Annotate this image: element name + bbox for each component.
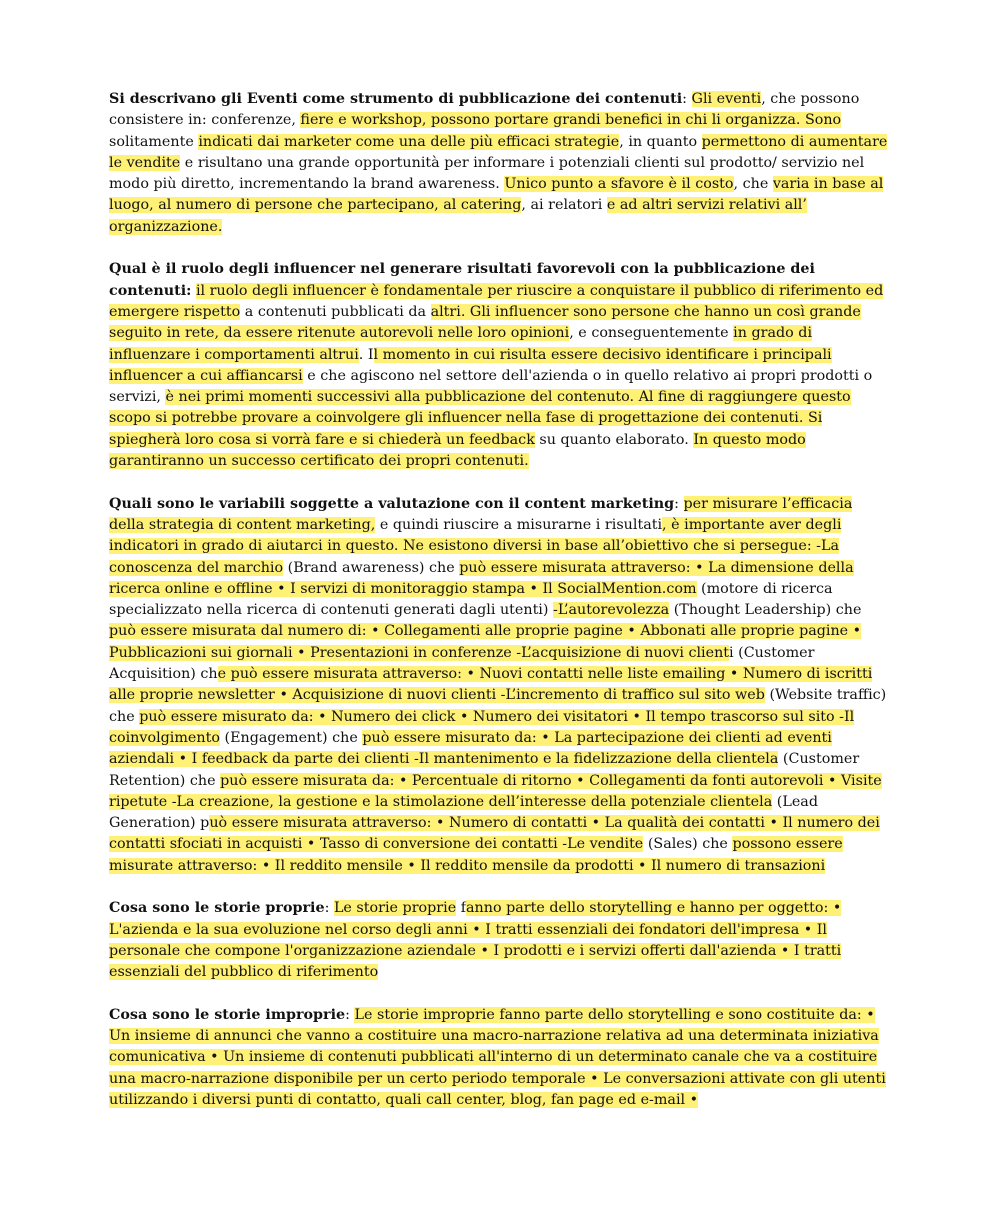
highlighted-text: anno parte dello storytelling e hanno per oggetto: • L'azienda e la sua evoluzione nel corso degli anni • I tratti essenziali dei fondatori dell'impresa • Il personale che compone l'organizzazione aziendale • I prodotti e i servizi offerti dall'azienda • I tratti essenziali del pubblico di riferimento: [109, 900, 842, 981]
paragraph-heading: Quali sono le variabili soggette a valutazione con il content marketing: [109, 495, 675, 512]
highlighted-text: è nei primi momenti successivi alla pubblicazione del contenuto. Al fine di raggiungere questo scopo si potrebbe provare a coinvolgere gli influencer nella fase di progettazione dei contenuti. Si spiegherà loro cosa si vorrà fare e si chiederà un feedback: [109, 389, 851, 448]
highlighted-text: Le storie improprie fanno parte dello storytelling e sono costituite da: • Un insieme di annunci che vanno a costituire una macro-narrazione relativa ad una determinata iniziativa comunicativa • Un insieme di contenuti pubblicati all'interno di un determinato canale che va a costituire una macro-narrazione disponibile per un certo periodo temporale • Le conversazioni attivate con gli utenti utilizzando i diversi punti di contatto, quali call center, blog, fan page ed e-mail •: [109, 1006, 886, 1108]
highlighted-text: in grado di influenzare i comportamenti altrui: [109, 325, 813, 363]
highlighted-text: e può essere misurata attraverso: • Nuovi contatti nelle liste emailing • Numero di iscritti alle proprie newsletter • Acquisizione di nuovi clienti -L’incremento di traffico sul sito web: [109, 666, 873, 704]
body-text: (Customer Retention) che: [109, 751, 860, 789]
body-text: (Brand awareness) che: [283, 559, 460, 576]
body-text: :: [324, 900, 334, 917]
paragraph-storie-improprie: [109, 1005, 889, 1111]
paragraph-heading: Cosa sono le storie proprie: [109, 900, 325, 917]
body-text: , che possono consistere in: conferenze,: [109, 91, 860, 129]
body-text: (Lead Generation) p: [109, 793, 818, 832]
body-text: su quanto elaborato.: [534, 431, 694, 448]
body-text: :: [682, 91, 692, 107]
highlighted-text: In questo modo garantiranno un successo certificato dei propri contenuti.: [109, 431, 806, 470]
highlighted-text: può essere misurato da: • La partecipazione dei clienti ad eventi aziendali • I feedback da parte dei clienti -Il mantenimento e la fidelizzazione della clientela: [109, 729, 832, 768]
highlighted-text: uò essere misurata attraverso: • Numero di contatti • La qualità dei contatti • Il numero dei contatti sfociati in acquisti • Tasso di conversione dei contatti -Le vendite: [109, 815, 880, 853]
body-text: e quindi riuscire a misurarne i risultati: [375, 516, 663, 533]
paragraph-variabili-content-marketing: [109, 494, 889, 877]
body-text: (Sales) che: [643, 836, 733, 853]
highlighted-text: può essere misurata attraverso: • La dimensione della ricerca online e offline • I servizi di monitoraggio stampa • Il SocialMention.com: [109, 559, 854, 597]
highlighted-text: altri. Gli influencer sono persone che hanno un così grande seguito in rete, da essere ritenute autorevoli nelle loro opinioni: [109, 303, 861, 342]
body-text: (Thought Leadership) che: [669, 602, 862, 619]
paragraph-heading: Cosa sono le storie improprie: [109, 1006, 346, 1023]
body-text: e risultano una grande opportunità per informare i potenziali clienti sul prodotto/ servizio nel modo più diretto, incrementando la brand awareness.: [109, 154, 865, 193]
body-text: , e conseguentemente: [569, 325, 734, 342]
body-text: e che agiscono nel settore dell'azienda o in quello relativo ai propri prodotti o servizi,: [109, 367, 873, 406]
highlighted-text: permettono di aumentare le vendite: [109, 133, 888, 171]
body-text: i (Customer Acquisition) ch: [109, 644, 815, 683]
highlighted-text: il ruolo degli influencer è fondamentale per riuscire a conquistare il pubblico di riferimento ed emergere rispetto: [109, 282, 884, 320]
paragraph-heading: Si descrivano gli Eventi come strumento di pubblicazione dei contenuti: [109, 91, 683, 107]
paragraph-heading: Qual è il ruolo degli influencer nel generare risultati favorevoli con la pubblicazione dei contenuti:: [109, 261, 815, 299]
body-text: (Engagement) che: [219, 729, 363, 746]
body-text: f: [456, 900, 466, 917]
body-text: solitamente: [109, 133, 199, 150]
paragraph-storie-proprie: [109, 898, 889, 983]
body-text: , in quanto: [619, 133, 702, 150]
body-text: :: [345, 1006, 355, 1023]
highlighted-text: possono essere misurate attraverso: • Il reddito mensile • Il reddito mensile da prodotti • Il numero di transazioni: [109, 836, 843, 874]
highlighted-text: per misurare l’efficacia della strategia di content marketing,: [109, 495, 853, 533]
highlighted-text: indicati dai marketer come una delle più efficaci strategie: [198, 133, 620, 150]
highlighted-text: e ad altri servizi relativi all’ organizzazione.: [109, 197, 807, 235]
highlighted-text: , è importante aver degli indicatori in grado di aiutarci in questo. Ne esistono diversi in base all’obiettivo che si persegue: -La conoscenza del marchio: [109, 516, 842, 576]
body-text: a contenuti pubblicati da: [240, 303, 431, 320]
paragraph-eventi: [109, 89, 889, 238]
document-page: [109, 89, 889, 1133]
body-text: , che: [733, 176, 773, 193]
highlighted-text: Unico punto a sfavore è il costo: [504, 176, 734, 193]
highlighted-text: Gli eventi: [691, 91, 762, 107]
body-text: , ai relatori: [521, 197, 607, 214]
highlighted-text: Le storie proprie: [333, 900, 457, 917]
highlighted-text: può essere misurata da: • Percentuale di ritorno • Collegamenti da fonti autorevoli • Visite ripetute -La creazione, la gestione e la stimolazione dell’interesse della potenziale clientela: [109, 772, 882, 810]
body-text: (motore di ricerca specializzato nella ricerca di contenuti generati dagli utenti): [109, 580, 833, 619]
highlighted-text: può essere misurata dal numero di: • Collegamenti alle proprie pagine • Abbonati alle proprie pagine • Pubblicazioni sui giornali • Presentazioni in conferenze -L’acquisizione di nuovi client: [109, 623, 862, 661]
body-text: :: [674, 495, 684, 512]
highlighted-text: fiere e workshop, possono portare grandi benefici in chi li organizza. Sono: [300, 112, 842, 129]
highlighted-text: -L’autorevolezza: [553, 602, 670, 619]
paragraph-influencer: [109, 259, 889, 472]
highlighted-text: l momento in cui risulta essere decisivo identificare i principali influencer a cui affiancarsi: [109, 346, 832, 384]
highlighted-text: può essere misurato da: • Numero dei click • Numero dei visitatori • Il tempo trascorso sul sito -Il coinvolgimento: [109, 708, 855, 746]
highlighted-text: varia in base al luogo, al numero di persone che partecipano, al catering: [109, 176, 884, 214]
body-text: . I: [358, 346, 374, 363]
body-text: (Website traffic) che: [109, 687, 887, 725]
